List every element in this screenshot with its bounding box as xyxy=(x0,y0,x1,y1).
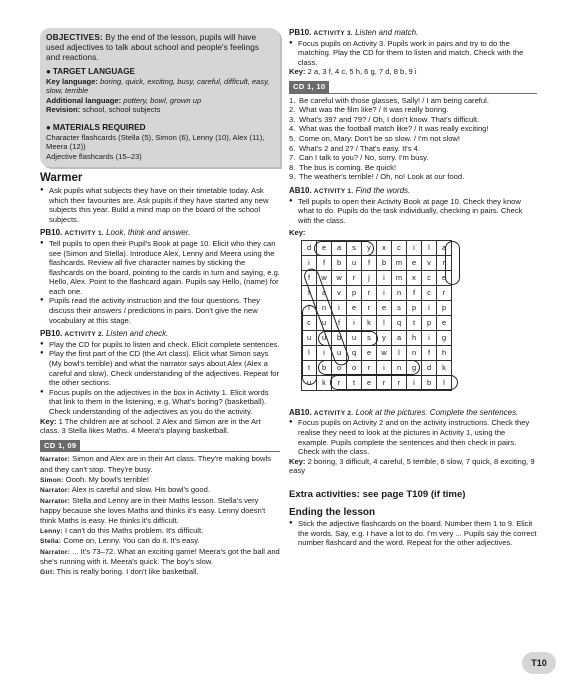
materials-line1: Character flashcards (Stella (5), Simon (6), Lenny (10), Alex (11), Meera (12)) xyxy=(46,132,265,152)
grid-cell: p xyxy=(422,315,437,330)
ab-activity1-heading: AB10. ACTIVITY 1. Find the words. xyxy=(289,185,411,195)
script-text: Simon and Alex are in their Art class. They're making bowls and they can't stop. They're busy. xyxy=(40,454,271,474)
script-line xyxy=(40,536,280,547)
grid-cell: s xyxy=(347,240,362,255)
grid-cell: u xyxy=(317,330,332,345)
answer-oval-boring xyxy=(318,360,420,375)
answer-oval-quick xyxy=(445,241,460,285)
speaker-label: Narrator: xyxy=(40,487,71,495)
grid-cell: f xyxy=(332,315,347,330)
grid-cell: q xyxy=(392,315,407,330)
grid-cell: n xyxy=(392,360,407,375)
pb-activity2-bullet2: ● Play the first part of the CD (the Art class). Elicit what Simon says (My bowl's terrible) and what the narrator says about Alex (Alex a careful and slow). Check understanding of the adjectives. Repeat for the other sections. xyxy=(49,349,280,387)
grid-cell: i xyxy=(302,300,317,315)
grid-cell: a xyxy=(332,240,347,255)
grid-cell: l xyxy=(392,345,407,360)
script-line: 3. What's 397 and 79? / Oh, I don't know. That's difficult. xyxy=(289,114,480,124)
grid-cell: w xyxy=(317,270,332,285)
script-text: What was the football match like? / It was really exciting! xyxy=(299,124,489,134)
script-line: 4. What was the football match like? / It was really exciting! xyxy=(289,124,489,134)
pb-activity2-bullet1: ● Play the CD for pupils to listen and check. Elicit complete sentences. xyxy=(49,340,280,350)
ab-activity2-list xyxy=(289,418,537,456)
speaker-label: Stella: xyxy=(40,538,62,546)
bullet-icon: ● xyxy=(46,122,51,132)
left-column xyxy=(40,28,280,578)
speaker-label: Simon: xyxy=(40,476,64,484)
ab-activity2-key: Key: 2 boring, 3 difficult, 4 careful, 5 terrible, 6 slow, 7 quick, 8 exciting, 9 easy xyxy=(289,456,535,476)
grid-row xyxy=(302,270,452,285)
grid-cell: p xyxy=(437,300,452,315)
pb-activity2-heading: PB10. ACTIVITY 2. Listen and check. xyxy=(40,329,169,339)
script-text: Be careful with those glasses, Sally! / I am being careful. xyxy=(299,95,489,105)
warmer-text: ● Ask pupils what subjects they have on their timetable today. Ask which their favourites are. Ask pupils if they have started any new subjects this year. Build a mind map on the board of the school subjects. xyxy=(49,186,280,224)
grid-cell: k xyxy=(317,375,332,390)
activity3-bullet1: ● Focus pupils on Activity 3. Pupils work in pairs and try to do the matching. Play the CD for them to listen and match. Check with the class. xyxy=(298,39,537,68)
script-text: Stella and Lenny are in their Maths lesson. Stella's very happy because she loves Maths and thinks it's easy. Lenny doesn't think Maths is easy. He thinks it's difficult. xyxy=(40,495,266,525)
grid-cell: e xyxy=(437,270,452,285)
script-line: 6. What's 2 and 2? / That's easy. It's 4. xyxy=(289,143,420,153)
cd-10-script xyxy=(289,96,537,182)
script-text: ... It's 73–72. What an exciting game! Meera's got the ball and she's running with it. Meera's quick. The boy's slow. xyxy=(40,546,280,567)
grid-cell: b xyxy=(332,255,347,270)
grid-cell: i xyxy=(302,255,317,270)
grid-cell: r xyxy=(437,255,452,270)
grid-cell: k xyxy=(437,360,452,375)
cd-09-label: CD 1, 09 xyxy=(40,440,80,452)
script-text: The bus is coming. Be quick! xyxy=(299,162,397,172)
script-text: Come on, Mary. Don't be so slow. / I'm not slow! xyxy=(299,133,461,143)
ending-bullet1: ● Stick the adjective flashcards on the board. Number them 1 to 9. Elicit the words. Say, e.g. I have a lot to do. I'm very ... Pupils say the correct number flashcard and the word. Repeat for the other adjectives. xyxy=(298,519,537,548)
grid-cell: w xyxy=(332,270,347,285)
grid-cell: x xyxy=(407,270,422,285)
script-line: 1. Be careful with those glasses, Sally! / I am being careful. xyxy=(289,95,489,105)
pb-activity1-heading: PB10. ACTIVITY 1. Look, think and answer. xyxy=(40,228,191,238)
grid-cell: r xyxy=(362,360,377,375)
grid-cell: l xyxy=(302,345,317,360)
grid-cell: v xyxy=(332,285,347,300)
grid-cell: c xyxy=(422,270,437,285)
script-line xyxy=(40,454,280,474)
bullet-icon: ● xyxy=(46,67,51,76)
grid-cell: s xyxy=(362,330,377,345)
ending-heading: Ending the lesson xyxy=(289,506,376,518)
script-line: 8. The bus is coming. Be quick! xyxy=(289,162,397,172)
grid-cell: g xyxy=(437,330,452,345)
speaker-label: Girl: xyxy=(40,568,55,576)
objectives xyxy=(46,32,274,62)
script-line: 7. Can I talk to you? / No, sorry. I'm busy. xyxy=(289,153,429,163)
activity3-list xyxy=(289,39,537,68)
grid-cell: r xyxy=(392,375,407,390)
grid-cell: e xyxy=(377,300,392,315)
grid-cell: e xyxy=(362,345,377,360)
grid-cell: e xyxy=(317,240,332,255)
grid-cell: l xyxy=(422,240,437,255)
divider xyxy=(40,451,280,452)
objectives-label: OBJECTIVES: xyxy=(46,32,103,42)
objectives-box xyxy=(40,28,280,167)
script-text: I can't do this Maths problem. It's difficult. xyxy=(64,525,204,535)
grid-cell: m xyxy=(392,270,407,285)
speaker-label: Narrator: xyxy=(40,497,71,505)
script-text: Alex is careful and slow. His bowl's good. xyxy=(71,485,210,495)
grid-cell: i xyxy=(407,375,422,390)
answer-oval-easy xyxy=(314,241,374,256)
grid-cell: d xyxy=(422,360,437,375)
script-line xyxy=(40,526,280,537)
script-text: This is really boring. I don't like basketball. xyxy=(56,566,199,576)
grid-cell: l xyxy=(377,315,392,330)
script-line xyxy=(40,567,280,578)
grid-cell: v xyxy=(422,255,437,270)
grid-cell: b xyxy=(332,330,347,345)
grid-cell: u xyxy=(332,345,347,360)
ab-activity1-list xyxy=(289,197,537,226)
grid-cell: i xyxy=(377,285,392,300)
grid-cell: i xyxy=(407,240,422,255)
activity3-key: Key: 2 a, 3 f, 4 c, 5 h, 6 g, 7 d, 8 b, 9 i xyxy=(289,67,417,77)
answer-oval-terrible xyxy=(330,375,458,390)
grid-cell: r xyxy=(437,285,452,300)
script-text: Come on, Lenny. You can do it. It's easy. xyxy=(63,536,200,546)
script-line xyxy=(40,485,280,496)
script-line: 2. What was the film like? / It was really boring. xyxy=(289,105,449,115)
grid-cell: n xyxy=(407,345,422,360)
grid-cell: f xyxy=(302,285,317,300)
pb-activity2-bullet3: ● Focus pupils on the adjectives in the box in Activity 1. Elicit words that link to them in the listening, e.g. What's boring? (basketball). Check understanding of the adjectives as you do the activity. xyxy=(49,388,280,417)
ending-list xyxy=(289,519,537,548)
script-text: Oooh. My bowl's terrible! xyxy=(65,474,149,484)
grid-cell: c xyxy=(392,240,407,255)
page-number: T10 xyxy=(522,652,556,674)
grid-cell: f xyxy=(317,255,332,270)
script-line: 9. The weather's terrible! / Oh, no! Look at our food. xyxy=(289,172,465,182)
answer-oval-difficult xyxy=(302,305,317,385)
divider xyxy=(289,93,537,94)
script-line xyxy=(40,496,280,526)
speaker-label: Narrator: xyxy=(40,456,71,464)
grid-cell: s xyxy=(392,300,407,315)
grid-cell: q xyxy=(347,345,362,360)
script-line xyxy=(40,475,280,486)
pb-activity2-key: Key: 1 The children are at school. 2 Alex and Simon are in the Art class. 3 Stella likes Maths. 4 Meera's playing basketball. xyxy=(40,416,261,436)
wordsearch-key xyxy=(301,240,473,410)
grid-cell: b xyxy=(317,360,332,375)
pb-activity1-list xyxy=(40,239,280,325)
grid-row xyxy=(302,345,452,360)
grid-cell: j xyxy=(362,270,377,285)
pb-activity1-bullet2: ● Pupils read the activity instruction and the four questions. They discuss their answers / predictions in pairs. Don't give the new vocabulary at this stage. xyxy=(49,296,280,325)
grid-cell: y xyxy=(362,240,377,255)
grid-cell: p xyxy=(407,300,422,315)
grid-cell: i xyxy=(422,300,437,315)
grid-cell: r xyxy=(377,375,392,390)
grid-cell: g xyxy=(407,360,422,375)
grid-cell: i xyxy=(332,300,347,315)
grid-cell: a xyxy=(317,285,332,300)
grid-cell: d xyxy=(302,240,317,255)
activity3-heading: PB10. ACTIVITY 3. Listen and match. xyxy=(289,28,419,37)
grid-cell: e xyxy=(362,375,377,390)
grid-cell: i xyxy=(317,345,332,360)
grid-cell: h xyxy=(437,345,452,360)
warmer-heading: Warmer xyxy=(40,172,83,185)
script-text: The weather's terrible! / Oh, no! Look at our food. xyxy=(299,172,465,182)
grid-cell: l xyxy=(437,375,452,390)
grid-cell: b xyxy=(422,375,437,390)
grid-cell: r xyxy=(362,300,377,315)
grid-cell: u xyxy=(347,330,362,345)
materials-line2: Adjective flashcards (15–23) xyxy=(46,151,142,161)
grid-cell: r xyxy=(347,270,362,285)
grid-cell: e xyxy=(347,300,362,315)
grid-cell: r xyxy=(362,285,377,300)
revision: Revision: school, school subjects xyxy=(46,105,161,115)
grid-cell: k xyxy=(362,315,377,330)
grid-cell: f xyxy=(422,345,437,360)
grid-cell: e xyxy=(407,255,422,270)
ab-activity2-heading: AB10. ACTIVITY 2. Look at the pictures. Complete the sentences. xyxy=(289,407,519,417)
grid-cell: f xyxy=(302,270,317,285)
speaker-label: Lenny: xyxy=(40,527,63,535)
script-text: Can I talk to you? / No, sorry. I'm busy. xyxy=(299,153,429,163)
warmer-list xyxy=(40,186,280,224)
grid-cell: i xyxy=(347,315,362,330)
grid-cell: p xyxy=(347,285,362,300)
grid-cell: x xyxy=(377,240,392,255)
grid-cell: i xyxy=(377,360,392,375)
right-column xyxy=(289,28,537,548)
extra-activities-heading: Extra activities: see page T109 (if time) xyxy=(289,489,466,501)
ab-activity1-bullet1: ● Tell pupils to open their Activity Book at page 10. Check they know what to do. Pupils do the task individually, checking in pairs. Check with the class. xyxy=(298,197,537,226)
pb-activity1-bullet1: ● Tell pupils to open their Pupil's Book at page 10. Elicit who they can see (Simon and Stella). Introduce Alex, Lenny and Meera using the flashcards. Review all five character names by sticking the flashcards on the board, pointing to the cards in turn and saying, e.g. Hello, Alex. Point to the flashcard again. Pupils say Hello, (name) for each one. xyxy=(49,239,280,297)
grid-cell: a xyxy=(437,240,452,255)
script-line: 5. Come on, Mary. Don't be so slow. / I'm not slow! xyxy=(289,133,461,143)
script-text: What's 397 and 79? / Oh, I don't know. That's difficult. xyxy=(299,114,480,124)
grid-row xyxy=(302,255,452,270)
grid-cell: n xyxy=(317,300,332,315)
script-text: What's 2 and 2? / That's easy. It's 4. xyxy=(299,143,420,153)
grid-cell: i xyxy=(422,330,437,345)
grid-cell: c xyxy=(422,285,437,300)
grid-cell: m xyxy=(392,255,407,270)
pb-activity2-list xyxy=(40,340,280,417)
grid-cell: e xyxy=(437,315,452,330)
grid-cell: f xyxy=(362,255,377,270)
target-language-heading: ● TARGET LANGUAGE xyxy=(46,67,136,76)
grid-cell: u xyxy=(302,330,317,345)
grid-cell: h xyxy=(407,330,422,345)
grid-cell: c xyxy=(302,315,317,330)
grid-cell: y xyxy=(377,330,392,345)
wordsearch-key-label: Key: xyxy=(289,228,306,238)
grid-cell: n xyxy=(392,285,407,300)
grid-cell: b xyxy=(377,255,392,270)
additional-language: Additional language: pottery, bowl, grown up xyxy=(46,95,202,105)
cd-10-label: CD 1, 10 xyxy=(289,81,329,93)
grid-cell: t xyxy=(407,315,422,330)
grid-cell: a xyxy=(392,330,407,345)
grid-cell: r xyxy=(332,375,347,390)
script-line xyxy=(40,547,280,567)
grid-cell: i xyxy=(377,270,392,285)
grid-cell: o xyxy=(332,360,347,375)
grid-cell: w xyxy=(377,345,392,360)
script-text: What was the film like? / It was really boring. xyxy=(299,105,449,115)
grid-cell: f xyxy=(407,285,422,300)
key-language: Key language: boring, quick, exciting, busy, careful, difficult, easy, slow, terrible xyxy=(46,76,270,96)
grid-cell: u xyxy=(347,255,362,270)
grid-cell: u xyxy=(317,315,332,330)
grid-cell: o xyxy=(347,360,362,375)
grid-cell: t xyxy=(347,375,362,390)
cd-09-script xyxy=(40,454,280,577)
grid-cell: t xyxy=(302,360,317,375)
materials-heading: ● MATERIALS REQUIRED xyxy=(46,122,146,132)
grid-cell: u xyxy=(302,375,317,390)
objectives-text: By the end of the lesson, pupils will have used adjectives to talk about school and people's feelings and reactions. xyxy=(46,32,259,62)
speaker-label: Narrator: xyxy=(40,548,71,556)
ab-activity2-bullet1: ● Focus pupils on Activity 2 and on the activity instructions. Check they realise they need to look at the pictures in Activity 1, using the example. Pupils complete the sentences and then check in pairs. Check with the class. xyxy=(298,418,537,456)
